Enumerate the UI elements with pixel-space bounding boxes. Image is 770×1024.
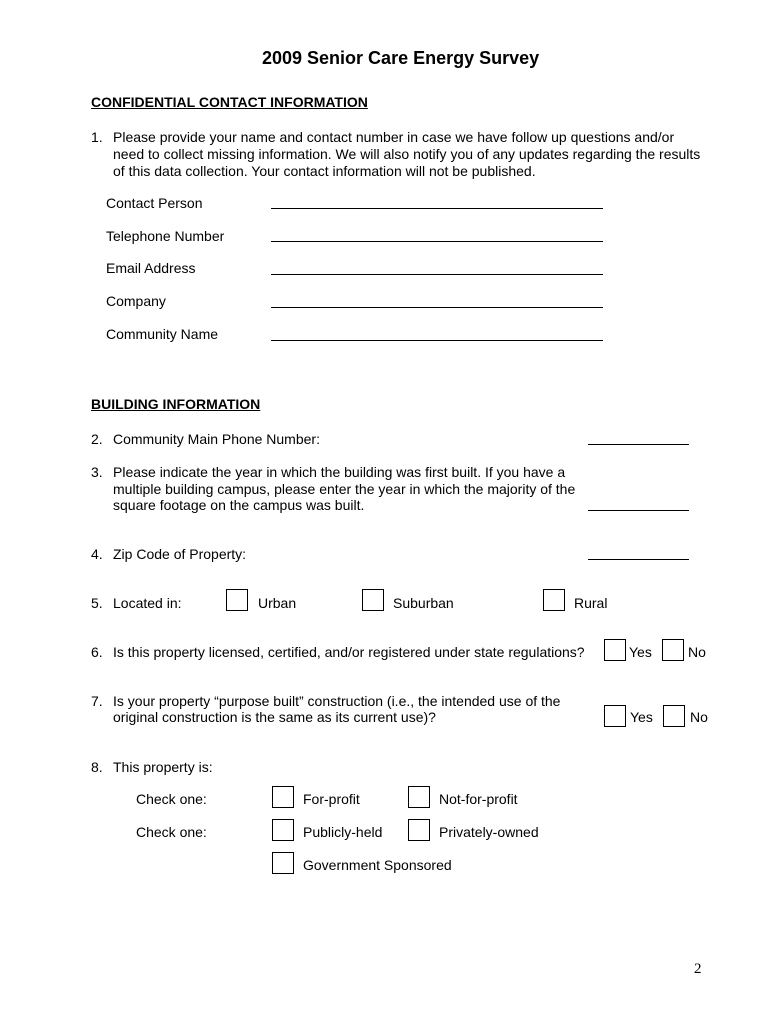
question-number: 2. [91, 431, 103, 447]
question-3-line-3: square footage on the campus was built. [113, 497, 365, 513]
question-8-text: This property is: [113, 759, 213, 775]
privately-owned-label: Privately-owned [439, 824, 539, 840]
for-profit-checkbox[interactable] [272, 786, 294, 808]
urban-checkbox[interactable] [226, 589, 248, 611]
question-6-text: Is this property licensed, certified, and/or registered under state regulations? [113, 644, 585, 660]
company-field[interactable] [271, 307, 603, 308]
question-4-text: Zip Code of Property: [113, 546, 247, 562]
field-label-contact-person: Contact Person [106, 195, 203, 211]
q7-yes-label: Yes [630, 709, 653, 725]
email-field[interactable] [271, 274, 603, 275]
question-number: 4. [91, 546, 103, 562]
question-2-text: Community Main Phone Number: [113, 431, 320, 447]
question-number: 1. [91, 129, 103, 145]
field-label-email: Email Address [106, 260, 196, 276]
community-phone-field[interactable] [588, 444, 689, 445]
rural-checkbox[interactable] [543, 589, 565, 611]
section-heading-contact: CONFIDENTIAL CONTACT INFORMATION [91, 94, 368, 110]
suburban-label: Suburban [393, 595, 454, 611]
question-3-line-1: Please indicate the year in which the building was first built. If you have a [113, 464, 566, 480]
for-profit-label: For-profit [303, 791, 360, 807]
field-label-company: Company [106, 293, 166, 309]
urban-label: Urban [258, 595, 297, 611]
page-title: 2009 Senior Care Energy Survey [262, 48, 540, 68]
question-5-text: Located in: [113, 595, 182, 611]
question-number: 3. [91, 464, 103, 480]
q6-no-checkbox[interactable] [662, 639, 684, 661]
question-1-line-3: of this data collection. Your contact information will not be published. [113, 163, 536, 179]
publicly-held-label: Publicly-held [303, 824, 383, 840]
section-heading-building: BUILDING INFORMATION [91, 396, 261, 412]
question-number: 7. [91, 693, 103, 709]
question-7-line-2: original construction is the same as its current use)? [113, 709, 436, 725]
community-name-field[interactable] [271, 340, 603, 341]
question-1-line-1: Please provide your name and contact number in case we have follow up questions and/or [113, 129, 675, 145]
question-3-line-2: multiple building campus, please enter the year in which the majority of the [113, 481, 576, 497]
question-number: 8. [91, 759, 103, 775]
q6-yes-checkbox[interactable] [604, 639, 626, 661]
question-7-line-1: Is your property “purpose built” construction (i.e., the intended use of the [113, 693, 561, 709]
check-one-label: Check one: [136, 824, 207, 840]
not-for-profit-checkbox[interactable] [408, 786, 430, 808]
privately-owned-checkbox[interactable] [408, 819, 430, 841]
government-sponsored-checkbox[interactable] [272, 852, 294, 874]
publicly-held-checkbox[interactable] [272, 819, 294, 841]
field-label-community-name: Community Name [106, 326, 219, 342]
q7-no-label: No [690, 709, 708, 725]
rural-label: Rural [574, 595, 608, 611]
field-label-telephone: Telephone Number [106, 228, 225, 244]
zip-code-field[interactable] [588, 559, 689, 560]
question-number: 5. [91, 595, 103, 611]
telephone-field[interactable] [271, 241, 603, 242]
question-number: 6. [91, 644, 103, 660]
q7-no-checkbox[interactable] [663, 705, 685, 727]
year-built-field[interactable] [588, 510, 689, 511]
question-1-line-2: need to collect missing information. We will also notify you of any updates regarding the results [113, 146, 701, 162]
not-for-profit-label: Not-for-profit [439, 791, 518, 807]
suburban-checkbox[interactable] [362, 589, 384, 611]
government-sponsored-label: Government Sponsored [303, 857, 452, 873]
check-one-label: Check one: [136, 791, 207, 807]
q6-yes-label: Yes [629, 644, 652, 660]
page-number: 2 [694, 961, 702, 977]
q6-no-label: No [688, 644, 706, 660]
q7-yes-checkbox[interactable] [604, 705, 626, 727]
contact-person-field[interactable] [271, 208, 603, 209]
